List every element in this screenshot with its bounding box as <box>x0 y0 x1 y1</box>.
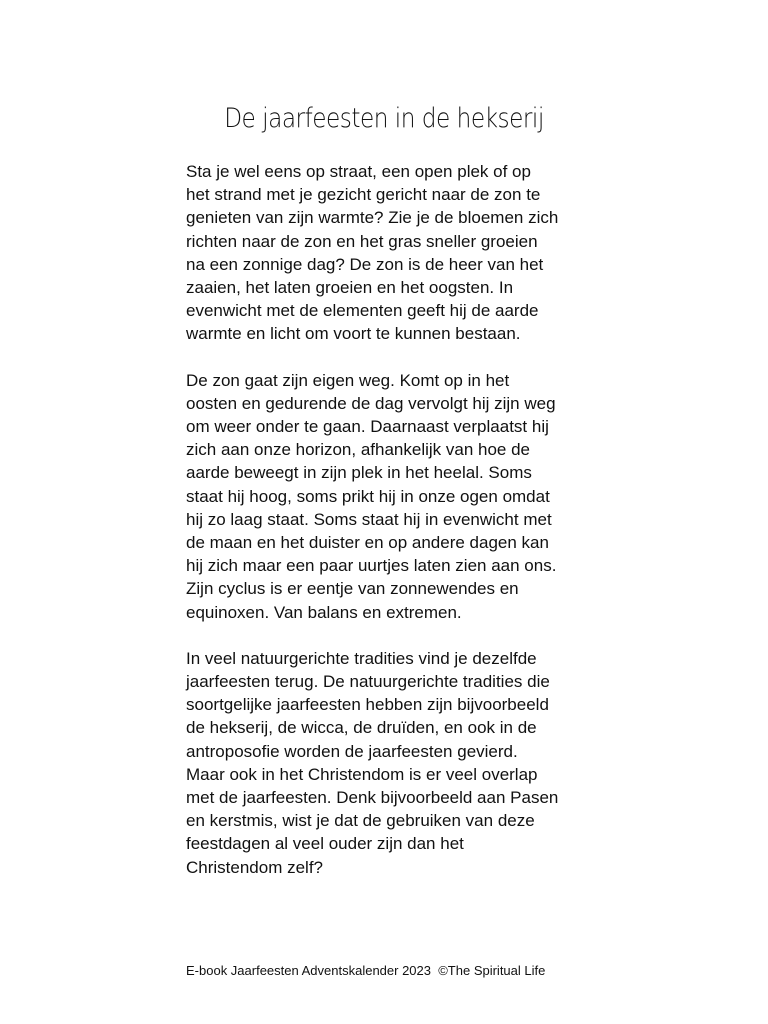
paragraph-line: met de jaarfeesten. Denk bijvoorbeeld aan Pasen <box>186 788 559 808</box>
paragraph-1 <box>186 160 606 346</box>
paragraph-line: oosten en gedurende de dag vervolgt hij zijn weg <box>186 393 556 413</box>
paragraph-line: warmte en licht om voort te kunnen bestaan. <box>186 324 521 344</box>
paragraph-line: de maan en het duister en op andere dagen kan <box>186 533 549 553</box>
paragraph-line: equinoxen. Van balans en extremen. <box>186 602 462 622</box>
page-footer: E-book Jaarfeesten Adventskalender 2023 ©The Spiritual Life <box>186 963 546 978</box>
paragraph-line: antroposofie worden de jaarfeesten gevierd. <box>186 741 518 761</box>
paragraph-line: hij zo laag staat. Soms staat hij in evenwicht met <box>186 509 552 529</box>
paragraph-line: aarde beweegt in zijn plek in het heelal. Soms <box>186 463 532 483</box>
paragraph-line: zich aan onze horizon, afhankelijk van hoe de <box>186 440 531 460</box>
paragraph-line: soortgelijke jaarfeesten hebben zijn bijvoorbeeld <box>186 695 549 715</box>
paragraph-2 <box>186 369 606 624</box>
paragraph-line: staat hij hoog, soms prikt hij in onze ogen omdat <box>186 486 550 506</box>
paragraph-line: richten naar de zon en het gras sneller groeien <box>186 231 538 251</box>
paragraph-line: zaaien, het laten groeien en het oogsten. In <box>186 278 514 298</box>
paragraph-line: en kerstmis, wist je dat de gebruiken van deze <box>186 811 535 831</box>
paragraph-line: Sta je wel eens op straat, een open plek of op <box>186 162 531 181</box>
paragraph-line: evenwicht met de elementen geeft hij de aarde <box>186 301 539 321</box>
paragraph-line: In veel natuurgerichte tradities vind je dezelfde <box>186 648 537 668</box>
page-title: De jaarfeesten in de hekserij <box>224 103 544 134</box>
paragraph-line: na een zonnige dag? De zon is de heer van het <box>186 254 544 274</box>
paragraph-line: genieten van zijn warmte? Zie je de bloemen zich <box>186 208 559 228</box>
paragraph-line: jaarfeesten terug. De natuurgerichte tradities die <box>186 672 550 692</box>
paragraph-line: het strand met je gezicht gericht naar de zon te <box>186 185 541 205</box>
body-text <box>186 160 606 902</box>
paragraph-line: hij zich maar een paar uurtjes laten zien aan ons. <box>186 556 557 576</box>
paragraph-line: Zijn cyclus is er eentje van zonnewendes en <box>186 579 519 599</box>
paragraph-line: Christendom zelf? <box>186 857 324 877</box>
paragraph-line: om weer onder te gaan. Daarnaast verplaatst hij <box>186 417 549 437</box>
paragraph-line: feestdagen al veel ouder zijn dan het <box>186 834 464 854</box>
paragraph-line: De zon gaat zijn eigen weg. Komt op in het <box>186 370 510 390</box>
paragraph-line: Maar ook in het Christendom is er veel overlap <box>186 764 538 784</box>
paragraph-3 <box>186 647 606 879</box>
paragraph-line: de hekserij, de wicca, de druïden, en ook in de <box>186 718 537 738</box>
